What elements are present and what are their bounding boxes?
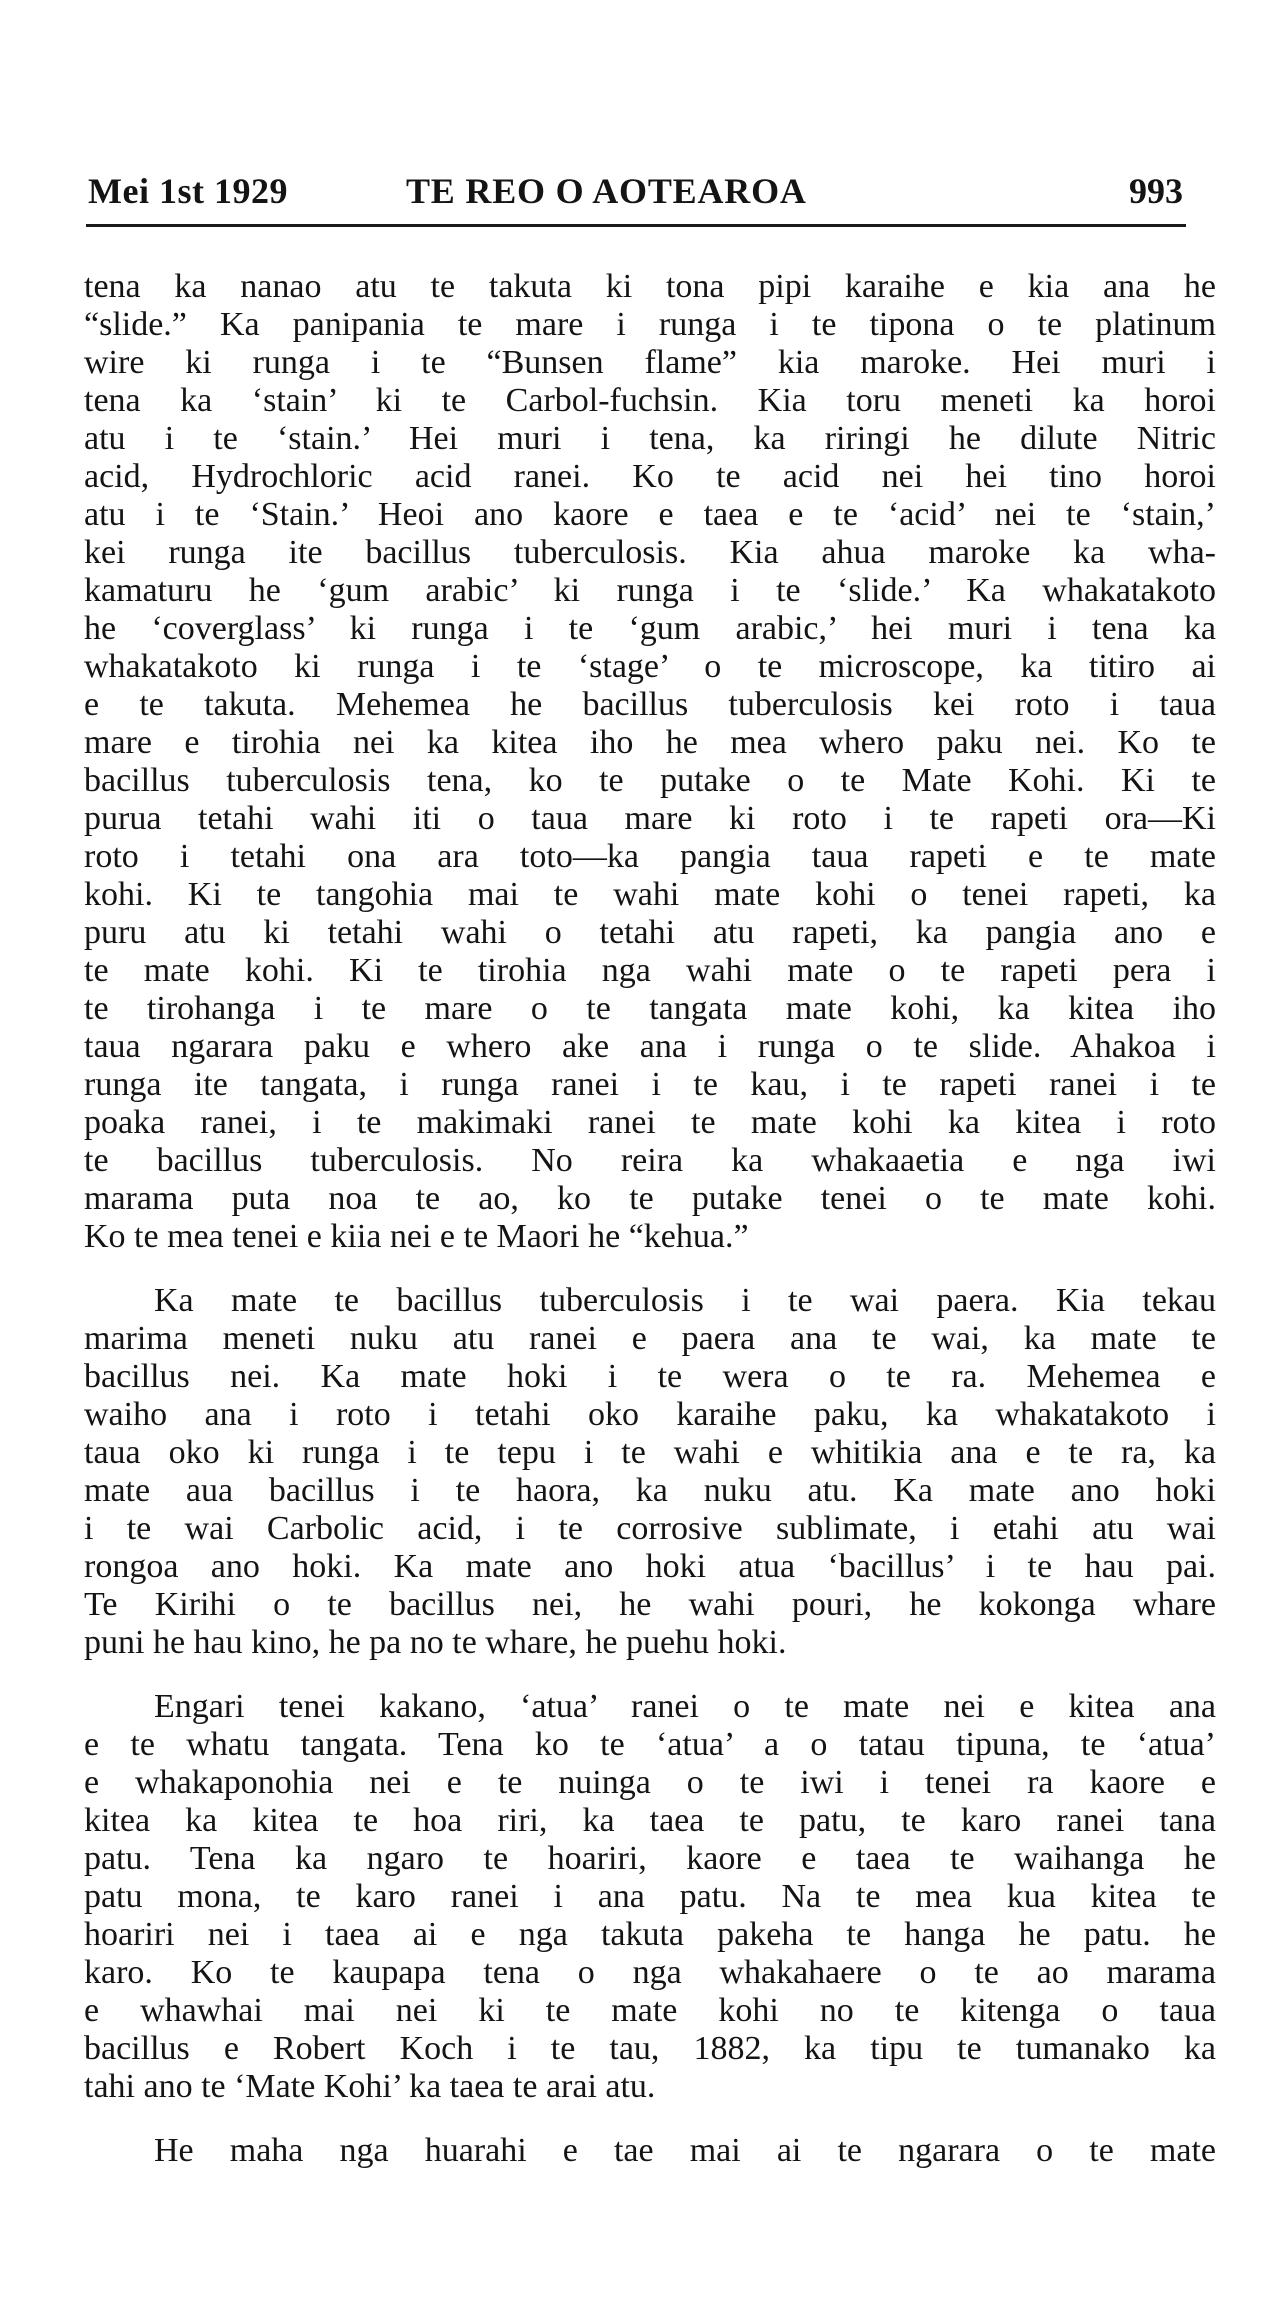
text-line: roto i tetahi ona ara toto—ka pangia taua rapeti e te mate — [84, 838, 1216, 875]
text-line: kohi. Ki te tangohia mai te wahi mate kohi o tenei rapeti, ka — [84, 876, 1216, 913]
text-line: kei runga ite bacillus tuberculosis. Kia ahua maroke ka wha- — [84, 534, 1216, 571]
paragraph-killing-bacillus — [84, 1282, 1216, 1662]
text-line: e te whatu tangata. Tena ko te ‘atua’ a o tatau tipuna, te ‘atua’ — [84, 1726, 1216, 1763]
text-line: kamaturu he ‘gum arabic’ ki runga i te ‘slide.’ Ka whakatakoto — [84, 572, 1216, 609]
text-line: He maha nga huarahi e tae mai ai te ngarara o te mate — [154, 2132, 1216, 2169]
text-line: puru atu ki tetahi wahi o tetahi atu rapeti, ka pangia ano e — [84, 914, 1216, 951]
text-line: mare e tirohia nei ka kitea iho he mea whero paku nei. Ko te — [84, 724, 1216, 761]
text-line: te mate kohi. Ki te tirohia nga wahi mate o te rapeti pera i — [84, 952, 1216, 989]
text-line: taua oko ki runga i te tepu i te wahi e whitikia ana e te ra, ka — [84, 1434, 1216, 1471]
text-line: patu mona, te karo ranei i ana patu. Na te mea kua kitea te — [84, 1878, 1216, 1915]
paragraph-transmission — [84, 2132, 1216, 2170]
paragraph-gap — [84, 1256, 1216, 1282]
text-line: atu i te ‘Stain.’ Heoi ano kaore e taea e te ‘acid’ nei te ‘stain,’ — [84, 496, 1216, 533]
text-line: karo. Ko te kaupapa tena o nga whakahaere o te ao marama — [84, 1954, 1216, 1991]
text-line: Engari tenei kakano, ‘atua’ ranei o te mate nei e kitea ana — [154, 1688, 1216, 1725]
running-header — [88, 170, 1183, 220]
text-line: wire ki runga i te “Bunsen flame” kia maroke. Hei muri i — [84, 344, 1216, 381]
text-line: patu. Tena ka ngaro te hoariri, kaore e taea te waihanga he — [84, 1840, 1216, 1877]
text-line: rongoa ano hoki. Ka mate ano hoki atua ‘bacillus’ i te hau pai. — [84, 1548, 1216, 1585]
article-body — [84, 268, 1216, 2170]
text-line: te bacillus tuberculosis. No reira ka whakaaetia e nga iwi — [84, 1142, 1216, 1179]
text-line: whakatakoto ki runga i te ‘stage’ o te microscope, ka titiro ai — [84, 648, 1216, 685]
paragraph-gap — [84, 2106, 1216, 2132]
text-line: tena ka ‘stain’ ki te Carbol-fuchsin. Kia toru meneti ka horoi — [84, 382, 1216, 419]
text-line: bacillus nei. Ka mate hoki i te wera o te ra. Mehemea e — [84, 1358, 1216, 1395]
text-line: e whawhai mai nei ki te mate kohi no te kitenga o taua — [84, 1992, 1216, 2029]
text-line: bacillus e Robert Koch i te tau, 1882, ka tipu te tumanako ka — [84, 2030, 1216, 2067]
text-line: poaka ranei, i te makimaki ranei te mate kohi ka kitea i roto — [84, 1104, 1216, 1141]
text-line: marama puta noa te ao, ko te putake tenei o te mate kohi. — [84, 1180, 1216, 1217]
text-line: tena ka nanao atu te takuta ki tona pipi karaihe e kia ana he — [84, 268, 1216, 305]
text-line: Ka mate te bacillus tuberculosis i te wai paera. Kia tekau — [154, 1282, 1216, 1319]
text-line: bacillus tuberculosis tena, ko te putake o te Mate Kohi. Ki te — [84, 762, 1216, 799]
text-line: runga ite tangata, i runga ranei i te kau, i te rapeti ranei i te — [84, 1066, 1216, 1103]
text-line: waiho ana i roto i tetahi oko karaihe paku, ka whakatakoto i — [84, 1396, 1216, 1433]
publication-title: TE REO O AOTEAROA — [406, 171, 807, 211]
text-line: e te takuta. Mehemea he bacillus tuberculosis kei roto i taua — [84, 686, 1216, 723]
text-line: Ko te mea tenei e kiia nei e te Maori he “kehua.” — [84, 1218, 749, 1255]
text-line: Te Kirihi o te bacillus nei, he wahi pouri, he kokonga whare — [84, 1586, 1216, 1623]
text-line: he ‘coverglass’ ki runga i te ‘gum arabic,’ hei muri i tena ka — [84, 610, 1216, 647]
text-line: marima meneti nuku atu ranei e paera ana te wai, ka mate te — [84, 1320, 1216, 1357]
text-line: purua tetahi wahi iti o taua mare ki roto i te rapeti ora—Ki — [84, 800, 1216, 837]
text-line: kitea ka kitea te hoa riri, ka taea te patu, te karo ranei tana — [84, 1802, 1216, 1839]
text-line: taua ngarara paku e whero ake ana i runga o te slide. Ahakoa i — [84, 1028, 1216, 1065]
text-line: acid, Hydrochloric acid ranei. Ko te acid nei hei tino horoi — [84, 458, 1216, 495]
page-number: 993 — [1129, 171, 1183, 211]
text-line: puni he hau kino, he pa no te whare, he puehu hoki. — [84, 1624, 787, 1661]
paragraph-gap — [84, 1662, 1216, 1688]
text-line: hoariri nei i taea ai e nga takuta pakeha te hanga he patu. he — [84, 1916, 1216, 1953]
issue-date: Mei 1st 1929 — [88, 171, 288, 211]
paragraph-visible-enemy — [84, 1688, 1216, 2106]
paragraph-specimen-test — [84, 268, 1216, 1256]
text-line: “slide.” Ka panipania te mare i runga i te tipona o te platinum — [84, 306, 1216, 343]
text-line: mate aua bacillus i te haora, ka nuku atu. Ka mate ano hoki — [84, 1472, 1216, 1509]
text-line: tahi ano te ‘Mate Kohi’ ka taea te arai atu. — [84, 2068, 656, 2105]
text-line: e whakaponohia nei e te nuinga o te iwi i tenei ra kaore e — [84, 1764, 1216, 1801]
text-line: i te wai Carbolic acid, i te corrosive sublimate, i etahi atu wai — [84, 1510, 1216, 1547]
header-rule — [86, 224, 1186, 227]
text-line: atu i te ‘stain.’ Hei muri i tena, ka riringi he dilute Nitric — [84, 420, 1216, 457]
text-line: te tirohanga i te mare o te tangata mate kohi, ka kitea iho — [84, 990, 1216, 1027]
